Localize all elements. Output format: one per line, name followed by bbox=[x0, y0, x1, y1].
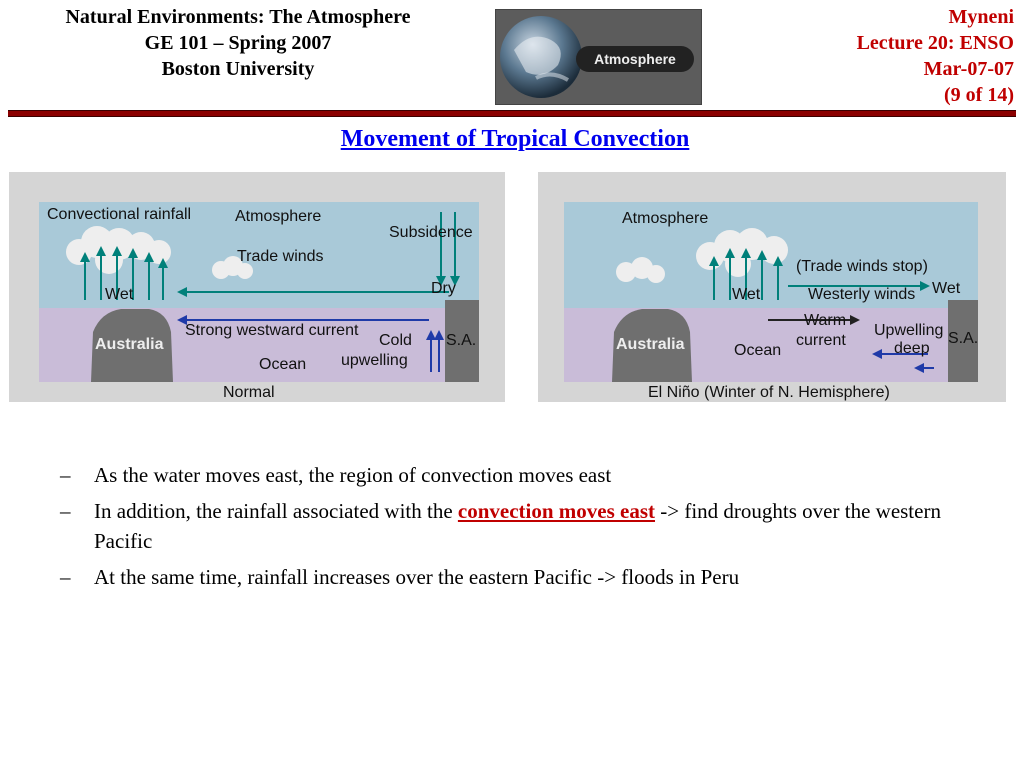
label-south-america: S.A. bbox=[446, 332, 477, 349]
label-trade-winds-stop: (Trade winds stop) bbox=[796, 258, 928, 275]
lecture-info bbox=[857, 4, 1014, 108]
course-title bbox=[8, 4, 468, 82]
el-nino-diagram bbox=[538, 172, 1006, 402]
label-westward-current: Strong westward current bbox=[185, 322, 359, 339]
course-line-1: Natural Environments: The Atmosphere bbox=[65, 6, 411, 28]
bullet-text-1: As the water moves east, the region of convection moves east bbox=[94, 463, 612, 487]
label-westerly-winds: Westerly winds bbox=[808, 286, 916, 303]
label-south-america: S.A. bbox=[948, 330, 979, 347]
label-current: current bbox=[796, 332, 846, 349]
label-deep: deep bbox=[894, 340, 930, 357]
label-wet-west: Wet bbox=[732, 286, 761, 303]
lecture-number: Lecture 20: ENSO bbox=[856, 32, 1014, 54]
label-australia: Australia bbox=[95, 336, 164, 353]
atmosphere-logo bbox=[495, 9, 702, 105]
course-line-2: GE 101 – Spring 2007 bbox=[144, 32, 332, 54]
el-nino-caption: El Niño (Winter of N. Hemisphere) bbox=[648, 384, 890, 401]
label-wet: Wet bbox=[105, 286, 134, 303]
slide-counter: (9 of 14) bbox=[944, 84, 1014, 106]
label-ocean: Ocean bbox=[734, 342, 782, 359]
bullet-dash: – bbox=[60, 565, 71, 589]
bullet-list bbox=[60, 460, 960, 598]
slide-title: Movement of Tropical Convection bbox=[340, 126, 690, 152]
label-warm: Warm bbox=[804, 312, 847, 329]
bullet-item-3 bbox=[60, 562, 960, 592]
label-australia: Australia bbox=[616, 336, 685, 353]
bullet-dash: – bbox=[60, 463, 71, 487]
bullet-text-2-post: -> find droughts over the western Pacific bbox=[94, 499, 941, 553]
label-upwelling: Upwelling bbox=[874, 322, 944, 339]
label-cold: Cold bbox=[379, 332, 412, 349]
bullet-highlight-link[interactable]: convection moves east bbox=[457, 499, 656, 523]
label-convectional-rainfall: Convectional rainfall bbox=[47, 206, 192, 223]
bullet-text-2-pre: In addition, the rainfall associated with the bbox=[94, 499, 458, 523]
bullet-dash: – bbox=[60, 499, 71, 523]
label-atmosphere: Atmosphere bbox=[622, 210, 709, 227]
bullet-item-2 bbox=[60, 496, 960, 556]
lecture-author: Myneni bbox=[948, 6, 1014, 28]
label-upwelling: upwelling bbox=[341, 352, 408, 369]
bullet-item-1 bbox=[60, 460, 960, 490]
label-ocean: Ocean bbox=[259, 356, 307, 373]
label-subsidence: Subsidence bbox=[389, 224, 473, 241]
label-trade-winds: Trade winds bbox=[237, 248, 324, 265]
bullet-text-3: At the same time, rainfall increases over the eastern Pacific -> floods in Peru bbox=[94, 565, 740, 589]
label-wet-east: Wet bbox=[932, 280, 961, 297]
lecture-date: Mar-07-07 bbox=[923, 58, 1014, 80]
course-line-3: Boston University bbox=[161, 58, 315, 80]
label-dry: Dry bbox=[431, 280, 456, 297]
logo-label: Atmosphere bbox=[576, 46, 694, 72]
normal-conditions-diagram bbox=[9, 172, 505, 402]
label-atmosphere: Atmosphere bbox=[235, 208, 322, 225]
normal-caption: Normal bbox=[223, 384, 275, 401]
header-divider bbox=[8, 110, 1016, 117]
